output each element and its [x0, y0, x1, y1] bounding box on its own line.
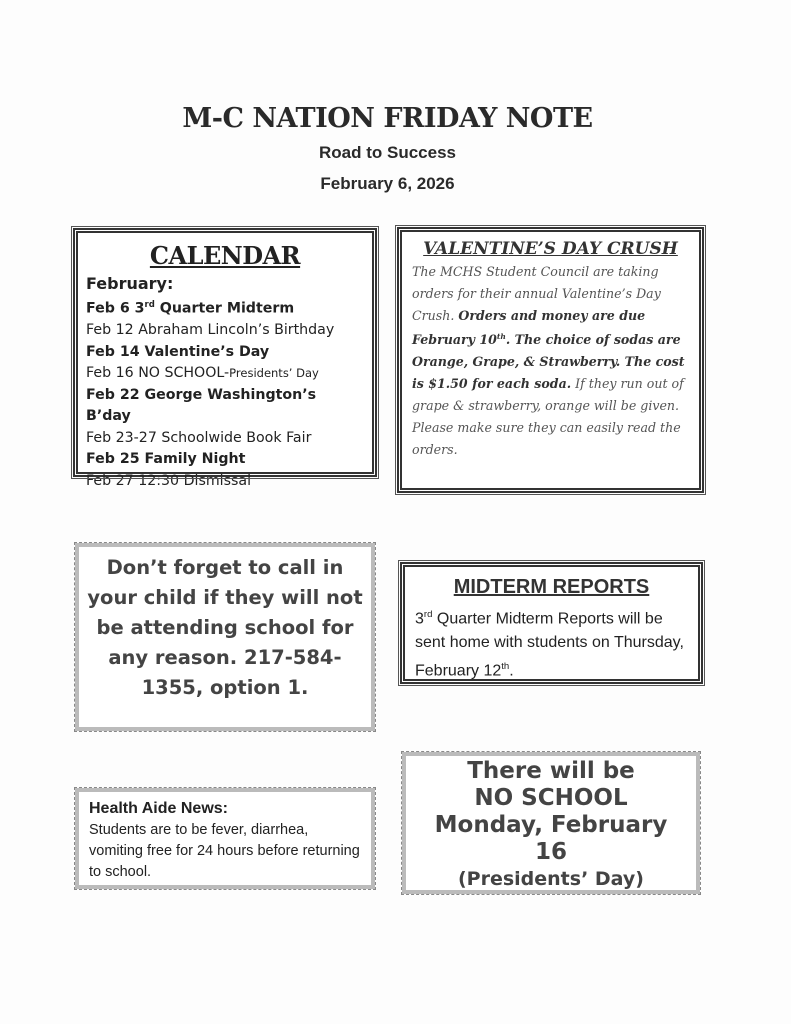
calendar-month: February:: [86, 274, 174, 293]
no-school-line: 16: [534, 839, 567, 865]
page-title: M-C NATION FRIDAY NOTE: [182, 103, 593, 134]
calendar-heading: CALENDAR: [149, 241, 301, 270]
call-in-text: Don’t forget to call in your child if they will not be attending school for any reason. 217-584-1355, option 1.: [87, 556, 363, 699]
calendar-item: Feb 22 George Washington’s B’day: [86, 386, 317, 425]
calendar-item: Feb 16 NO SCHOOL-Presidents’ Day: [86, 365, 319, 382]
no-school-line: NO SCHOOL: [474, 785, 628, 811]
page-date: February 6, 2026: [320, 174, 455, 193]
calendar-item: Feb 25 Family Night: [86, 451, 246, 468]
calendar-item: Feb 27 12:30 Dismissal: [86, 473, 252, 490]
health-text: Students are to be fever, diarrhea, vomiting free for 24 hours before returning to school.: [89, 822, 360, 880]
midterm-box: [400, 562, 703, 684]
calendar-item: Feb 6 3rd Quarter Midterm: [86, 299, 295, 317]
no-school-line: (Presidents’ Day): [457, 868, 644, 890]
health-box: [75, 788, 375, 889]
midterm-text: 3rd Quarter Midterm Reports will be sent home with students on Thursday, February 12th.: [415, 609, 684, 680]
no-school-line: Monday, February: [434, 812, 668, 838]
no-school-line: There will be: [467, 758, 635, 784]
health-heading: Health Aide News:: [89, 800, 228, 817]
calendar-item: Feb 14 Valentine’s Day: [86, 343, 270, 360]
calendar-box: [73, 228, 377, 490]
calendar-item: Feb 12 Abraham Lincoln’s Birthday: [86, 321, 335, 338]
calendar-item: Feb 23-27 Schoolwide Book Fair: [86, 429, 312, 446]
valentine-heading: VALENTINE’S DAY CRUSH: [423, 239, 678, 259]
no-school-box: [402, 752, 700, 894]
valentine-box: [397, 227, 704, 493]
call-in-box: [75, 543, 375, 731]
valentine-body: The MCHS Student Council are taking orders for their annual Valentine’s Day Crush. Orders and money are due February 10th. The choice of sodas are Orange, Grape, & Strawberry. The cost is $1.50 for each soda. If they run out of grape & strawberry, orange will be given. Please make sure they can easily read the orders.: [412, 264, 685, 457]
page-subtitle: Road to Success: [319, 143, 456, 162]
midterm-heading: MIDTERM REPORTS: [453, 576, 650, 598]
